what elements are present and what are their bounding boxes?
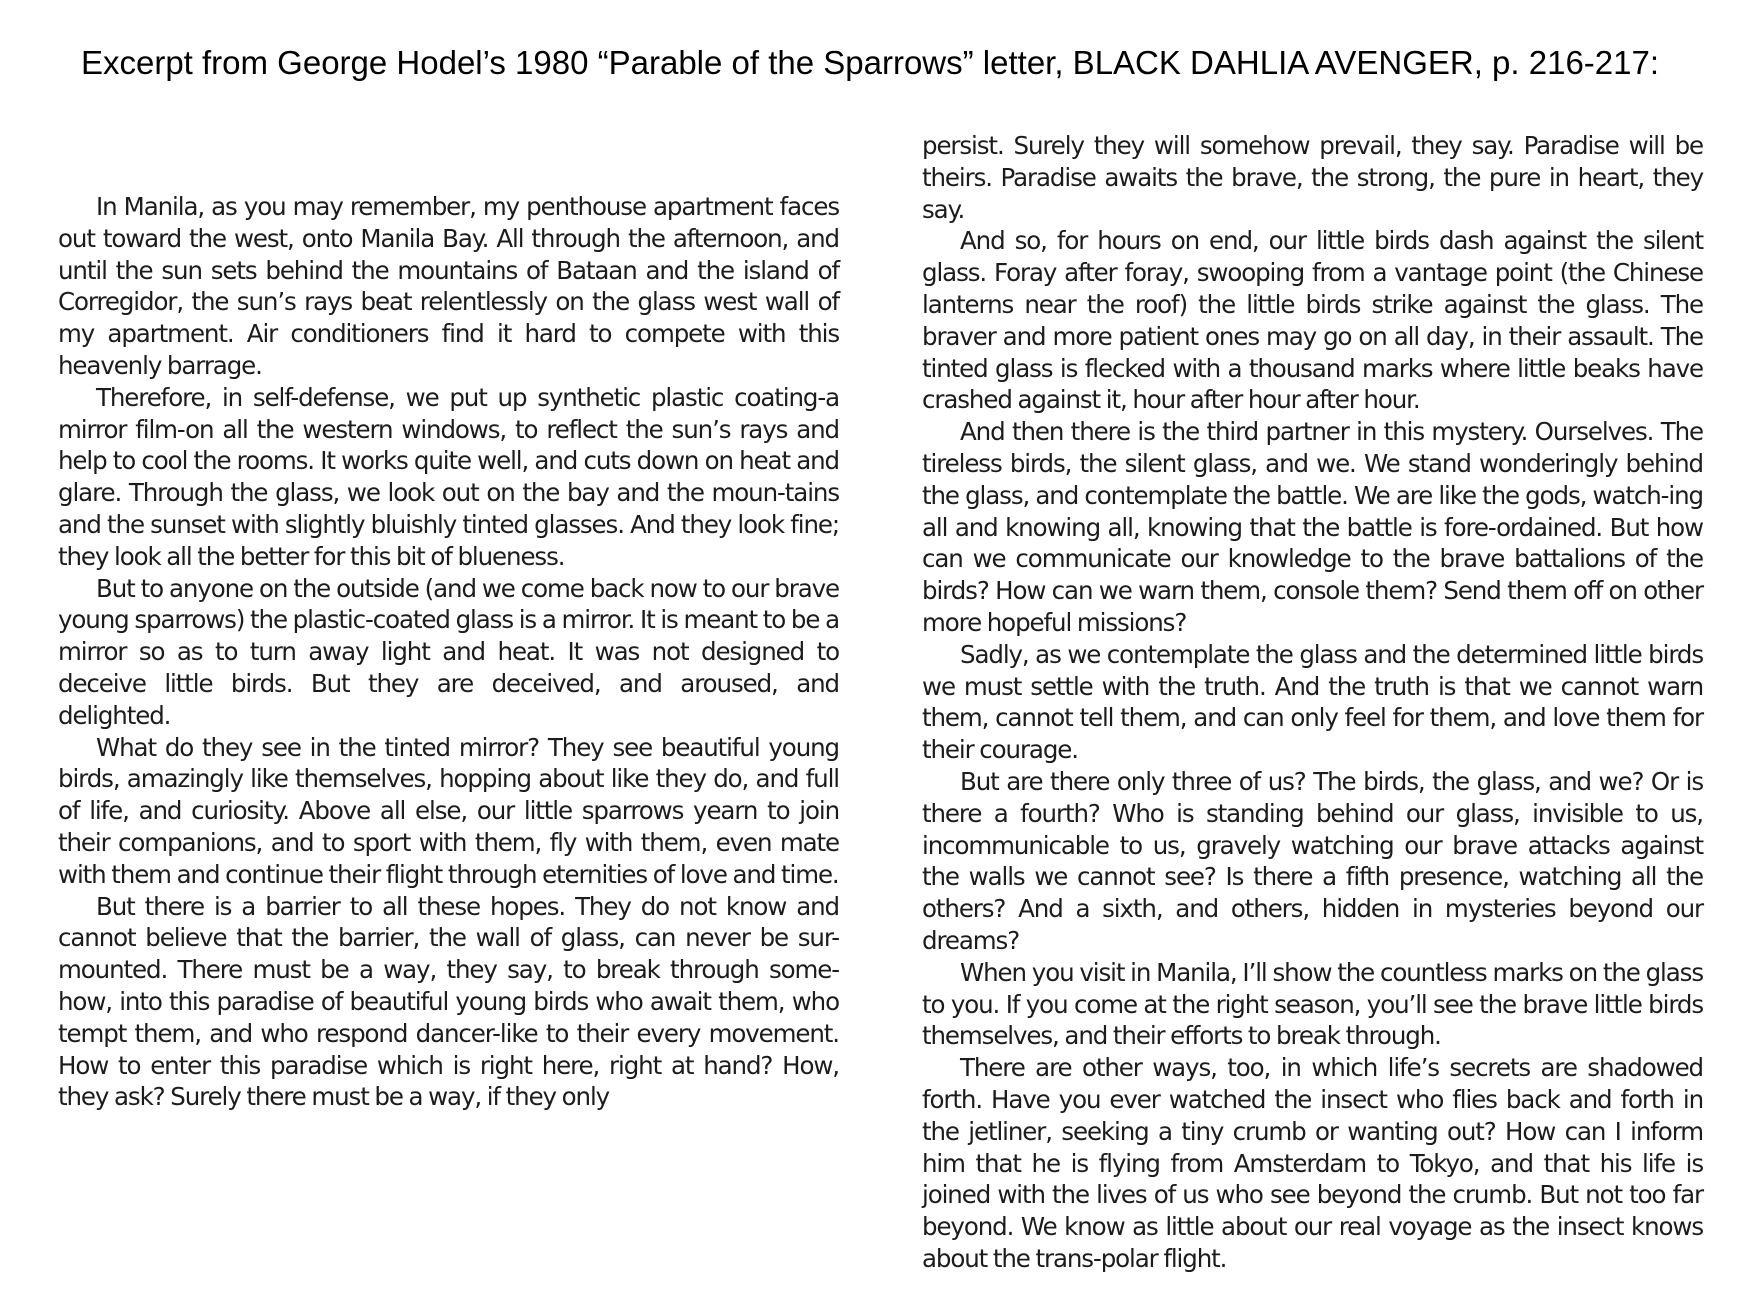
right-continuation-paragraph: persist. Surely they will somehow prevail, they say. Paradise will be theirs. Paradise awaits the brave, the strong, the pure in heart, they say.: [922, 131, 1703, 224]
left-paragraph-2: Therefore, in self-defense, we put up synthetic plastic coating-a mirror film-on all the western windows, to reflect the sun’s rays and help to cool the rooms. It works quite well, and cuts down on heat and glare. Through the glass, we look out on the bay and the moun-tains and the sunset with slightly bluishly tinted glasses. And they look fine; they look all the better for this bit of blueness.: [58, 382, 839, 571]
right-paragraph-3: Sadly, as we contemplate the glass and the determined little birds we must settle with the truth. And the truth is that we cannot warn them, cannot tell them, and can only feel for them, and love them for their courage.: [922, 639, 1703, 765]
left-paragraph-5: But there is a barrier to all these hopes. They do not know and cannot believe that the barrier, the wall of glass, can never be sur-mounted. There must be a way, they say, to break through some-how, into this paradise of beautiful young birds who await them, who tempt them, and who respond dancer-like to their every movement. How to enter this paradise which is right here, right at hand? How, they ask? Surely there must be a way, if they only: [58, 891, 839, 1112]
right-paragraph-6: There are other ways, too, in which life’s secrets are shadowed forth. Have you ever watched the insect who flies back and forth in the jetliner, seeking a tiny crumb or wanting out? How can I inform him that he is flying from Amsterdam to Tokyo, and that his life is joined with the lives of us who see beyond the crumb. But not too far beyond. We know as little about our real voyage as the insect knows about the trans-polar flight.: [922, 1053, 1703, 1273]
right-paragraph-4: But are there only three of us? The birds, the glass, and we? Or is there a fourth? Who is standing behind our glass, invisible to us, incommunicable to us, gravely watching our brave attacks against the walls we cannot see? Is there a fifth presence, watching all the others? And a sixth, and others, hidden in mysteries beyond our dreams?: [922, 766, 1703, 955]
left-page-column: [58, 191, 839, 1113]
left-paragraph-3: But to anyone on the outside (and we come back now to our brave young sparrows) the plastic-coated glass is a mirror. It is meant to be a mirror so as to turn away light and heat. It was not designed to deceive little birds. But they are deceived, and aroused, and delighted.: [58, 573, 839, 730]
right-page-column: [922, 130, 1703, 1275]
right-paragraph-2: And then there is the third partner in this mystery. Ourselves. The tireless birds, the silent glass, and we. We stand wonderingly behind the glass, and contemplate the battle. We are like the gods, watch-ing all and knowing all, knowing that the battle is fore-ordained. But how can we communicate our knowledge to the brave battalions of the birds? How can we warn them, console them? Send them off on other more hopeful missions?: [922, 417, 1703, 637]
right-paragraph-5: When you visit in Manila, I’ll show the countless marks on the glass to you. If you come at the right season, you’ll see the brave little birds themselves, and their efforts to break through.: [922, 957, 1703, 1051]
right-paragraph-1: And so, for hours on end, our little birds dash against the silent glass. Foray after foray, swooping from a vantage point (the Chinese lanterns near the roof) the little birds strike against the glass. The braver and more patient ones may go on all day, in their assault. The tinted glass is flecked with a thousand marks where little beaks have crashed against it, hour after hour after hour.: [922, 226, 1703, 415]
left-paragraph-4: What do they see in the tinted mirror? They see beautiful young birds, amazingly like themselves, hopping about like they do, and full of life, and curiosity. Above all else, our little sparrows yearn to join their companions, and to sport with them, fly with them, even mate with them and continue their flight through eternities of love and time.: [58, 732, 839, 889]
left-paragraph-1: In Manila, as you may remember, my penthouse apartment faces out toward the west, onto Manila Bay. All through the afternoon, and until the sun sets behind the mountains of Bataan and the island of Corregidor, the sun’s rays beat relentlessly on the glass west wall of my apartment. Air conditioners find it hard to compete with this heavenly barrage.: [58, 192, 839, 380]
excerpt-caption: Excerpt from George Hodel’s 1980 “Parable of the Sparrows” letter, BLACK DAHLIA AVENGER, p. 216-217:: [80, 44, 1660, 81]
